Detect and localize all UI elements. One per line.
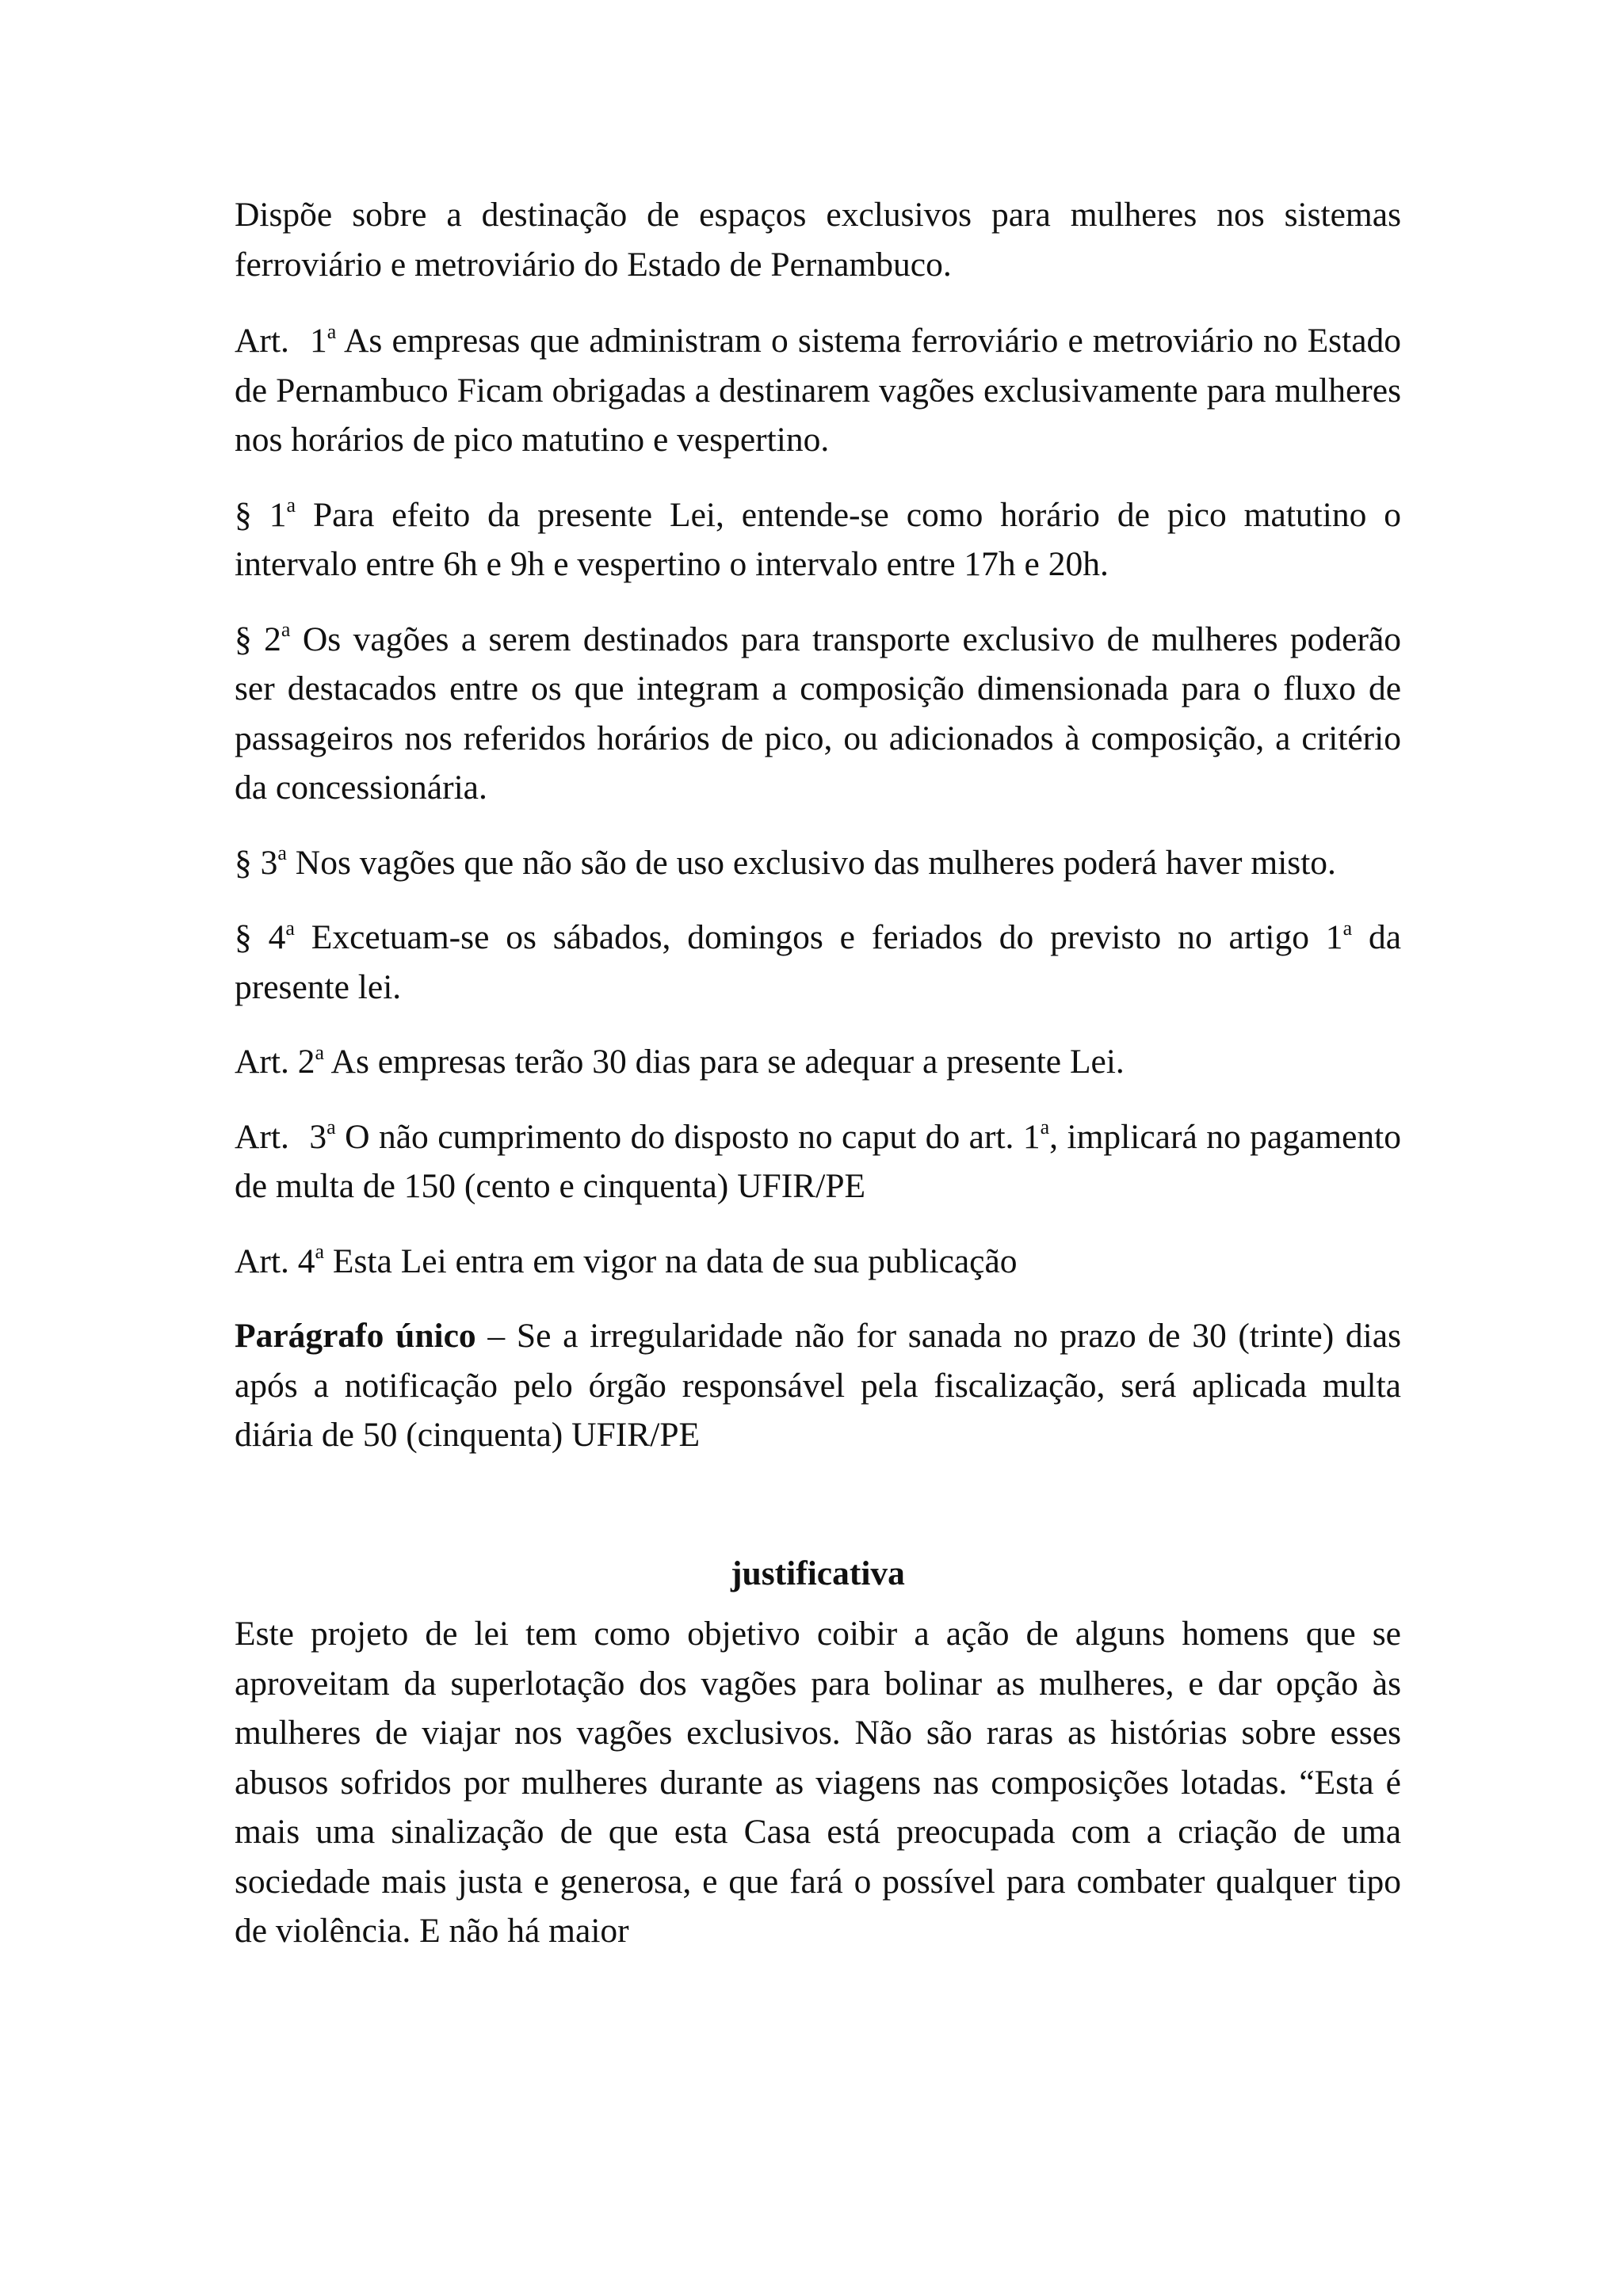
article-2-number: 2 — [297, 1043, 315, 1081]
paragraph-4-ordinal: a — [285, 916, 295, 940]
paragraph-1 — [235, 490, 1401, 589]
paragraph-4-text: Excetuam-se os sábados, domingos e feriados do previsto no artigo 1 — [311, 918, 1343, 956]
paragraph-3-number: 3 — [260, 843, 278, 882]
justificativa-text: Este projeto de lei tem como objetivo coibir a ação de alguns homens que se aproveitam da superlotação dos vagões para bolinar as mulheres, e dar opção às mulheres de viajar nos vagões exclusivos. Não são raras as histórias sobre esses abusos sofridos por mulheres durante as viagens nas composições lotadas. “Esta é mais uma sinalização de que esta Casa está preocupada com a criação de uma sociedade mais justa e generosa, e que fará o possível para combater qualquer tipo de violência. E não há maior — [235, 1615, 1401, 1950]
paragraph-4-number: 4 — [268, 918, 286, 956]
paragraph-3-text: Nos vagões que não são de uso exclusivo das mulheres poderá haver misto. — [295, 843, 1336, 882]
paragraph-2-symbol: § — [235, 620, 252, 658]
article-1-text: As empresas que administram o sistema ferroviário e metroviário no Estado de Pernambuco Ficam obrigadas a destinarem vagões exclusivamente para mulheres nos horários de pico matutino e vespertino. — [235, 322, 1401, 459]
paragraph-4-text-end: da presente lei. — [235, 918, 1402, 1006]
justificativa-title: justificativa — [731, 1554, 905, 1592]
paragraph-3-symbol: § — [235, 843, 252, 882]
paragraph-1-symbol: § — [235, 495, 252, 534]
article-3-text-ordinal: a — [1040, 1116, 1050, 1138]
paragraph-3-ordinal: a — [277, 841, 287, 864]
paragrafo-unico-text: – Se a irregularidade não for sanada no prazo de 30 (trinte) dias após a notificação pelo órgão responsável pela fiscalização, será aplicada multa diária de 50 (cinquenta) UFIR/PE — [235, 1317, 1402, 1454]
article-2-ordinal: a — [315, 1040, 325, 1064]
paragraph-1-number: 1 — [269, 495, 287, 534]
article-1-ordinal: a — [327, 319, 337, 343]
document-page — [235, 190, 1401, 1956]
paragraph-2-text: Os vagões a serem destinados para transporte exclusivo de mulheres poderão ser destacados entre os que integram a composição dimensionada para o fluxo de passageiros nos referidos horários de pico, ou adicionados à composição, a critério da concessionária. — [235, 620, 1402, 807]
paragraph-2 — [235, 615, 1401, 813]
paragraph-2-ordinal: a — [281, 618, 291, 641]
paragrafo-unico — [235, 1311, 1401, 1460]
article-1-number: 1 — [310, 322, 327, 360]
article-1 — [235, 316, 1401, 465]
article-2-text: As empresas terão 30 dias para se adequar a presente Lei. — [330, 1043, 1125, 1081]
article-4-prefix: Art. — [235, 1241, 289, 1280]
paragraph-1-ordinal: a — [286, 494, 296, 517]
article-3-text: O não cumprimento do disposto no caput do art. 1 — [345, 1117, 1041, 1156]
article-3-ordinal: a — [327, 1116, 336, 1138]
article-4 — [235, 1237, 1401, 1287]
paragraph-1-text: Para efeito da presente Lei, entende-se como horário de pico matutino o intervalo entre 6h e 9h e vespertino o intervalo entre 17h e 20h. — [235, 495, 1402, 583]
paragraph-4 — [235, 913, 1401, 1012]
paragrafo-unico-label: Parágrafo único — [235, 1317, 476, 1355]
article-4-number: 4 — [297, 1241, 315, 1280]
paragraph-4-text-ordinal: a — [1342, 916, 1353, 940]
article-3 — [235, 1112, 1401, 1211]
ementa: Dispõe sobre a destinação de espaços exclusivos para mulheres nos sistemas ferroviário e metroviário do Estado de Pernambuco. — [235, 196, 1401, 284]
paragraph-3 — [235, 838, 1401, 888]
article-3-prefix: Art. — [235, 1117, 289, 1156]
article-3-text-end: , implicará no pagamento de multa de 150 (cento e cinquenta) UFIR/PE — [235, 1117, 1402, 1205]
paragraph-4-symbol: § — [235, 918, 252, 956]
article-2-prefix: Art. — [235, 1043, 289, 1081]
article-4-ordinal: a — [315, 1240, 325, 1263]
article-3-number: 3 — [309, 1117, 327, 1156]
article-2 — [235, 1037, 1401, 1087]
paragraph-2-number: 2 — [264, 620, 281, 658]
article-4-text: Esta Lei entra em vigor na data de sua publicação — [332, 1241, 1018, 1280]
article-1-prefix: Art. — [235, 322, 289, 360]
